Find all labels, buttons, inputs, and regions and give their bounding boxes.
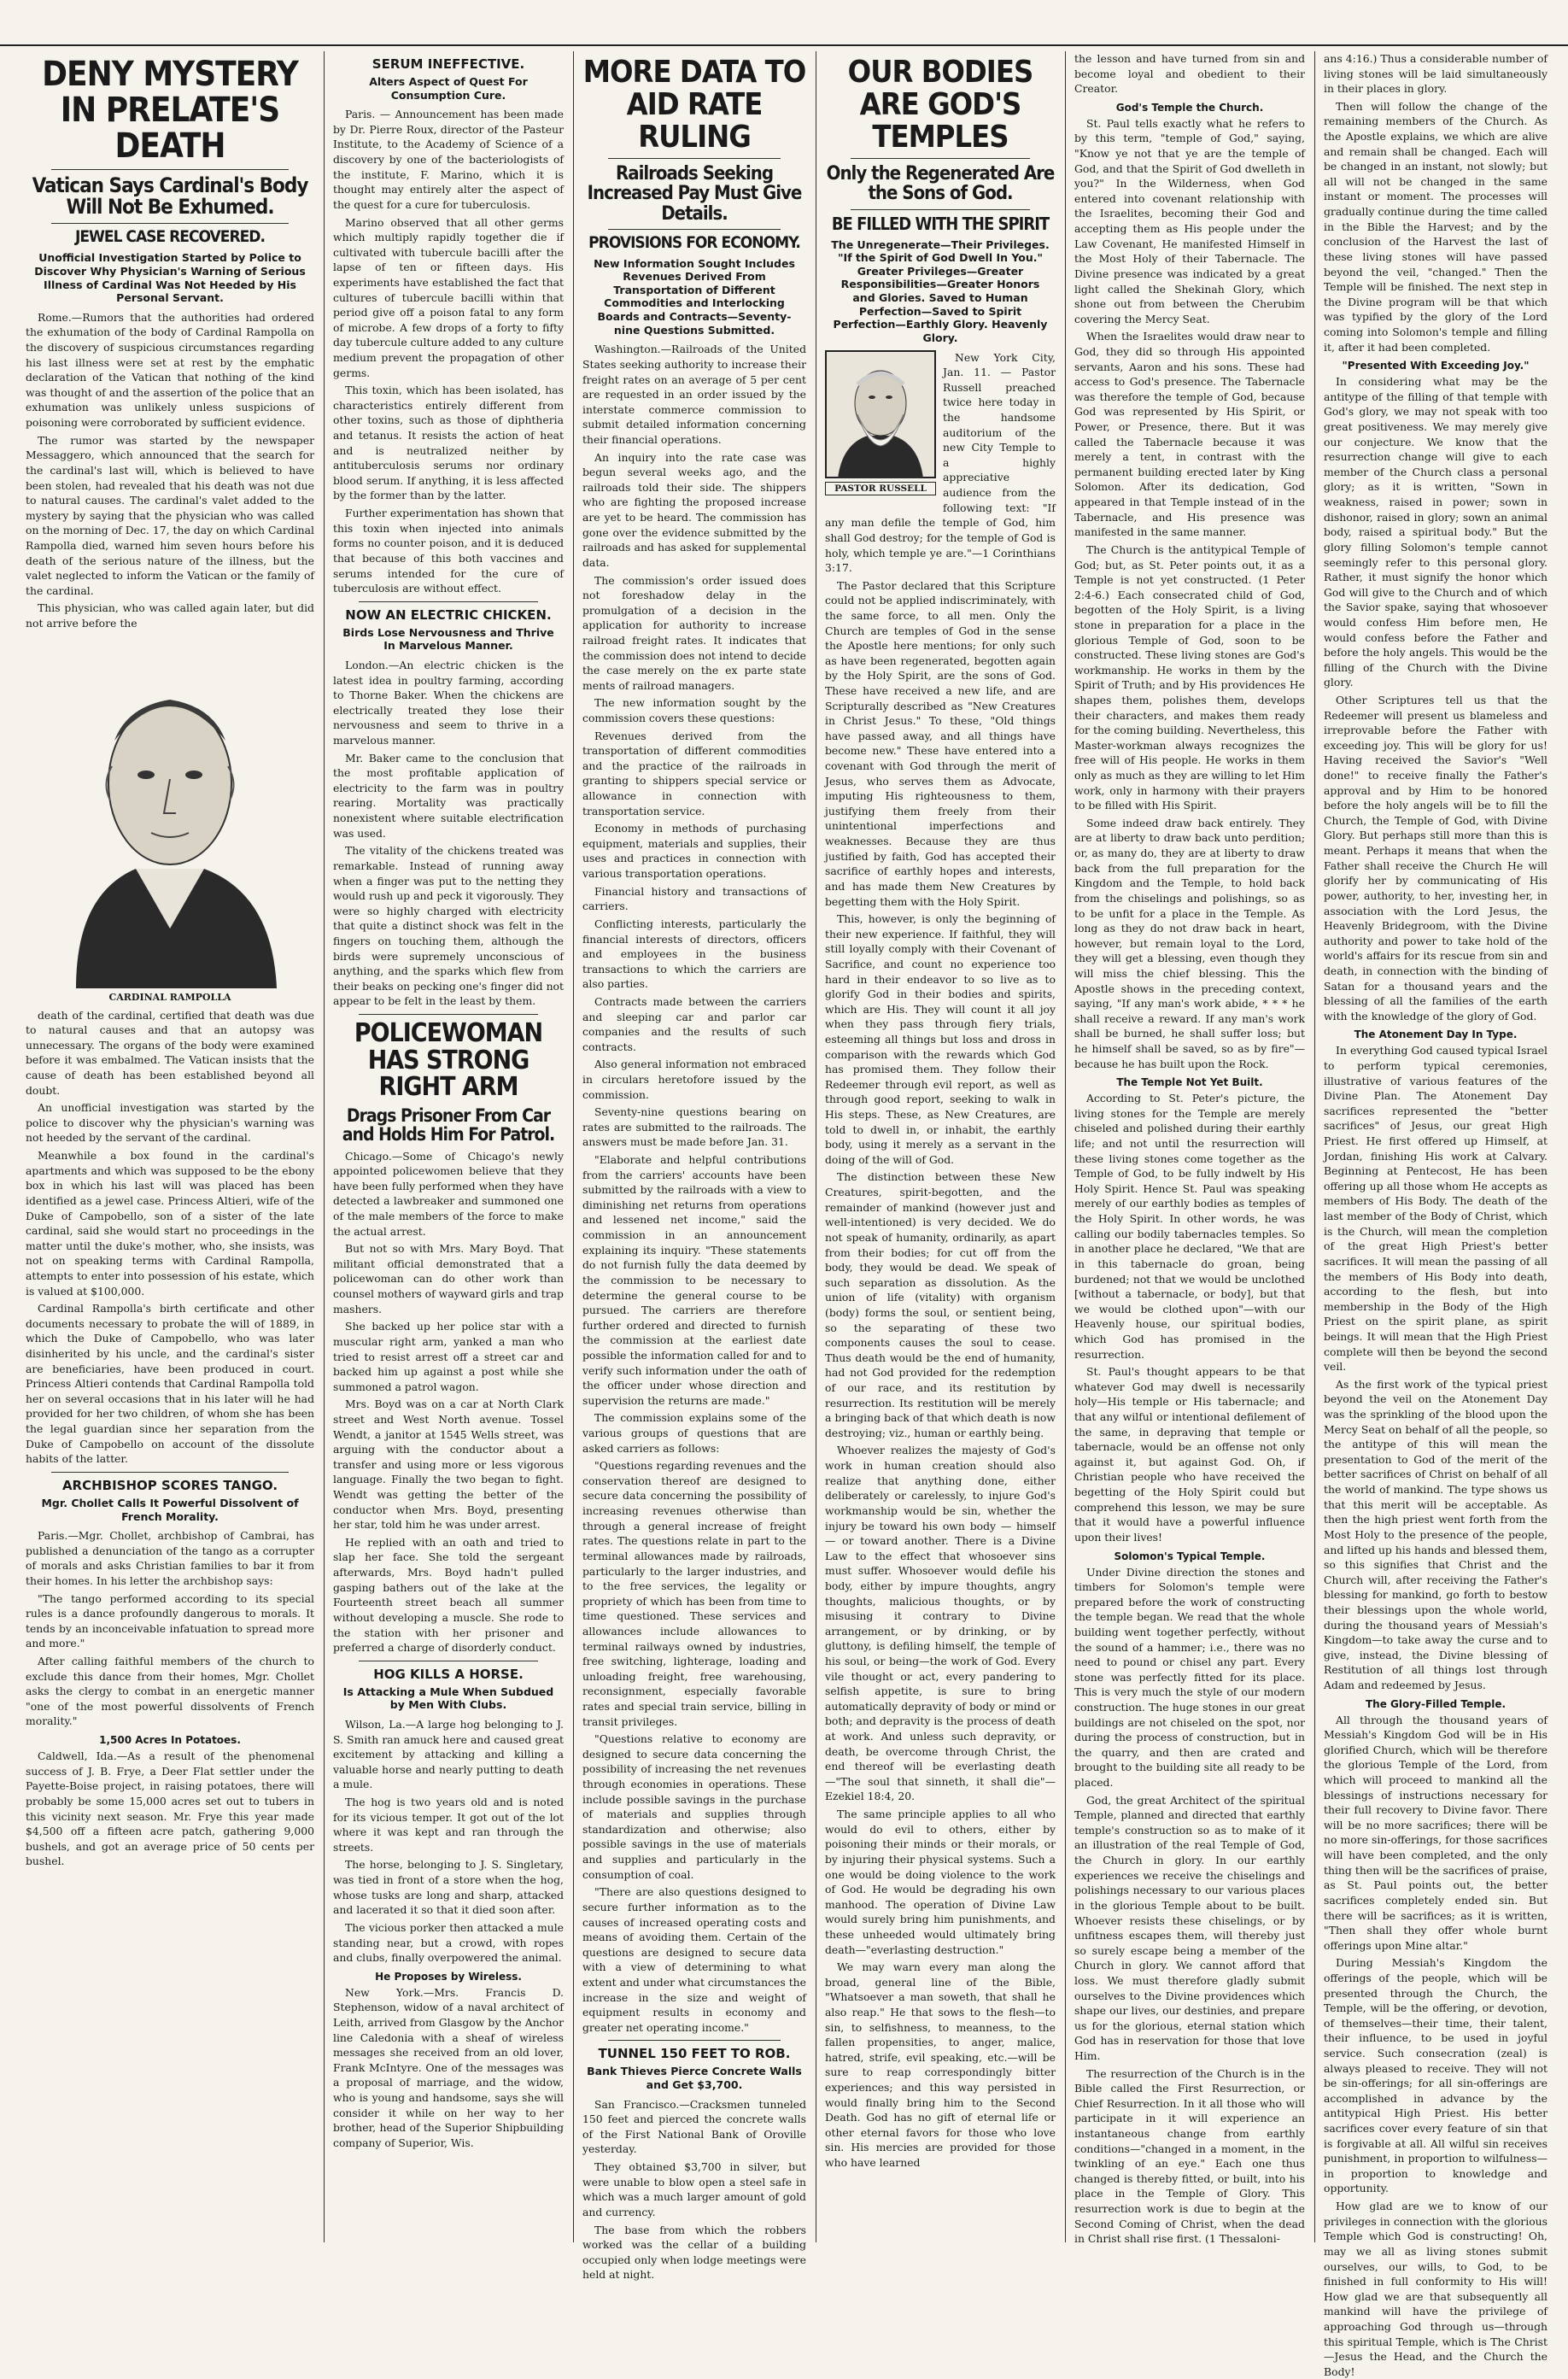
section-heading: The Glory-Filled Temple.	[1365, 1697, 1507, 1710]
headline-serum: SERUM INEFFECTIVE.	[372, 56, 525, 72]
article-paragraph: She backed up her police star with a muscular right arm, yanked a man who tried to resist arrest off a street car and backed him up against a post while she summoned a patrol wagon.	[333, 1320, 564, 1393]
deck-gods-temples: The Unregenerate—Their Privileges. "If the Spirit of God Dwell In You." Greater Privileges—Greater Responsibilities—Greater Honors and Glories. Saved to Human Perfection—Saved to Spirit Perfection—Earthly Glory. Heavenly Glory.	[831, 237, 1050, 344]
article-paragraph: "There are also questions designed to secure further information as to the causes of increased operating costs and means of avoiding them. Certain of the questions are designed to secure data with a view of determining to what extent and under what circumstances the increase in the size and weight of equipment results in economy and greater net operating income."	[582, 1885, 806, 2034]
article-paragraph: We may warn every man along the broad, general line of the Bible, "Whatsoever a man soweth, that shall he also reap." He that sows to the flesh—to sin, to selfishness, to meanness, to the fallen propensities, to anger, malice, hatred, strife, evil speaking, etc.—will be sure to reap correspondingly bitter experiences; and this way persisted in would finally bring him to the Second Death. God has no gift of eternal life or other eternal favors for those who love sin. His mercies are provided for those who have learned	[825, 1960, 1056, 2170]
subhead-jewel-case: JEWEL CASE RECOVERED.	[75, 227, 265, 247]
article-paragraph: Paris.—Mgr. Chollet, archbishop of Cambrai, has published a denunciation of the tango as a corrupter of morals and asks Christian families to bar it from their homes. In his letter the archbishop says:	[26, 1529, 314, 1587]
article-paragraph: The hog is two years old and is noted for its vicious temper. It got out of the lot where it was kept and ran through the streets.	[333, 1796, 564, 1854]
section-heading: The Temple Not Yet Built.	[1116, 1076, 1263, 1089]
article-paragraph: Revenues derived from the transportation of different commodities and the practice of the railroads in granting to shippers special service or allowance in connection with transportation service.	[582, 729, 806, 817]
article-paragraph: death of the cardinal, certified that death was due to natural causes and that an autopsy was unnecessary. The organs of the body were examined before it was embalmed. The Vatican insists that the cause of death has been established beyond all doubt.	[26, 1008, 314, 1097]
article-paragraph: As the first work of the typical priest beyond the veil on the Atonement Day was the sprinkling of the blood upon the Mercy Seat on behalf of all the people, so the antitype of this will mean the presentation to God of the merit of the better sacrifices of Christ on behalf of all the world of mankind. The type shows us that this merit will be acceptable. As then the high priest went forth from the Most Holy to the presence of the people, and lifted up his hands and blessed them, so this signifies that Christ and the Church will, after receiving the Father's blessing for mankind, go forth to bestow their blessings upon the whole world, during the thousand years of Messiah's Kingdom—to take away the curse and to give, instead, the Divine blessing of Restitution of all things lost through Adam and redeemed by Jesus.	[1324, 1377, 1548, 1691]
subhead-policewoman: Drags Prisoner From Car and Holds Him For Patrol.	[342, 1105, 555, 1145]
article-paragraph: Under Divine direction the stones and timbers for Solomon's temple were prepared before the work of constructing the temple began. We read that the whole building went together perfectly, without the sound of a hammer; i.e., there was no need to pound or chisel any part. Every stone was perfectly fitted for its place. This is very much the style of our modern construction. The huge stones in our great buildings are not chiseled on the spot, nor during the process of construction, but in the quarry, and then are crated and brought to the building site all ready to be placed.	[1074, 1565, 1305, 1790]
article-paragraph: San Francisco.—Cracksmen tunneled 150 feet and pierced the concrete walls of the First National Bank of Oroville yesterday.	[582, 2097, 806, 2156]
article-paragraph: The rumor was started by the newspaper Messaggero, which announced that the search for the cardinal's last will, which is believed to have been stolen, had revealed that his death was not due to natural causes. The cardinal's valet added to the mystery by saying that the physician who was called on the morning of Dec. 17, the day on which Cardinal Rampolla died, warned him seven hours before his death of the serious nature of the illness, but the valet neglected to inform the Vatican or the family of the cardinal.	[26, 433, 314, 597]
article-paragraph: Wilson, La.—A large hog belonging to J. S. Smith ran amuck here and caused great excitement by attacking and killing a valuable horse and nearly putting to death a mule.	[333, 1717, 564, 1791]
article-paragraph: The new information sought by the commission covers these questions:	[582, 696, 806, 724]
section-heading: God's Temple the Church.	[1115, 101, 1264, 114]
article-paragraph: The Pastor declared that this Scripture could not be applied indiscriminately, with the same force, to all men. Only the Church are temples of God in the sense the Apostle here mentions; for only such as have been regenerated, begotten again by the Holy Spirit, are the sons of God. These have received a new life, and are Scripturally described as "New Creatures in Christ Jesus." To these, "Old things have passed away, and all things have become new." These have entered into a covenant with God through the merit of Jesus, who serves them as Advocate, imputing His righteousness to them, justifying them freely from their unintentional imperfections and weaknesses. Because they are thus justified by faith, God has accepted their sacrifice of earthly hopes and interests, and has made them New Creatures by begetting them with the Holy Spirit.	[825, 578, 1056, 908]
article-paragraph: "Questions regarding revenues and the conservation thereof are designed to secure data concerning the possibility of increasing revenues otherwise than through a general increase of freight rates. The questions relate in part to the terminal allowances made by railroads, particularly to the larger industries, and to the free services, the legality or propriety of which has been from time to time questioned. These services and allowances include allowances to terminal railways owned by industries, free switching, lighterage, loading and unloading freight, free warehousing, reconsignment, especially favorable rates and special train service, billing in transit privileges.	[582, 1459, 806, 1728]
article-paragraph: St. Paul tells exactly what he refers to by this term, "temple of God," saying, "Know ye not that ye are the temple of God, and that the Spirit of God dwelleth in you?" In the Wilderness, when God entered into covenant relationship with the Israelites, becoming their God and accepting them as His people under the Law Covenant, He manifested Himself in the Most Holy of their Tabernacle. The Divine presence was indicated by a great light called the Shekinah Glory, which shone out from between the Cherubim covering the Mercy Seat.	[1074, 116, 1305, 325]
article-paragraph: When the Israelites would draw near to God, they did so through His appointed servants, Aaron and his sons. These had access to God's presence. The Tabernacle was therefore the temple of God, because God was represented by His Spirit, or Power, or Presence, there. But it was called the Tabernacle because it was merely a tent, in contrast with the permanent building erected later by King Solomon. After its dedication, God appeared in that Temple instead of in the Tabernacle, and His presence was manifested in the same manner.	[1074, 330, 1305, 539]
headline-hog: HOG KILLS A HORSE.	[373, 1666, 524, 1682]
deck-tango: Mgr. Chollet Calls It Powerful Dissolvent of French Morality.	[41, 1496, 299, 1523]
article-paragraph: Then will follow the change of the remaining members of the Church. As the Apostle explains, we which are alive and remain shall be changed. Each will be changed in an instant, not slowly; but all will not be changed in the same instant or moment. The processes will gradually continue during the time called in the Bible the Harvest; and by the conclusion of the Harvest the last of these living stones will have passed beyond the veil, "changed." Then the Temple will be finished. The next step in the Divine program will be that which was typified by the glory of the Lord coming into Solomon's temple and filling it, after it had been completed.	[1324, 99, 1548, 354]
article-paragraph: London.—An electric chicken is the latest idea in poultry farming, according to Thorne Baker. When the chickens are electrically treated they lose their nervousness and seem to thrive in a marvelous manner.	[333, 659, 564, 747]
deck-serum: Alters Aspect of Quest For Consumption Cure.	[369, 75, 528, 102]
article-paragraph: The commission explains some of the various groups of questions that are asked carriers as follows:	[582, 1411, 806, 1455]
headline-tango: ARCHBISHOP SCORES TANGO.	[61, 1477, 278, 1493]
article-paragraph: They obtained $3,700 in silver, but were unable to blow open a steel safe in which was a much larger amount of gold and currency.	[582, 2160, 806, 2218]
article-paragraph: An inquiry into the rate case was begun several weeks ago, and the railroads told their side. The shippers who are fighting the proposed increase are yet to be heard. The commission has gone over the evidence submitted by the railroads and has asked for supplemental data.	[582, 450, 806, 569]
article-paragraph: God, the great Architect of the spiritual Temple, planned and directed that earthly temple's construction so as to make of it an illustration of the real Temple of God, the Church in glory. In our earthly experiences we receive the chiselings and polishings necessary to our various places in the glorious Temple about to be built. Whoever resists these chiselings, or by unfitness escapes them, will thereby just so surely escape being a member of the Church in glory. We cannot afford that loss. We must therefore gladly submit ourselves to the Divine providences which shape our lives, our destinies, and prepare us for the glorious, eternal station which God has in reservation for those that love Him.	[1074, 1793, 1305, 2062]
article-paragraph: Some indeed draw back entirely. They are at liberty to draw back unto perdition; or, as many do, they are at liberty to draw back from the full preparation for the Kingdom and the Temple, to hold back from the chiselings and polishings, so as to be unfit for a place in the Temple. As long as they do not draw back in heart, however, but remain loyal to the Lord, they will get a blessing, even though they will miss the chief blessing. This the Apostle shows in the preceding context, saying, "If any man's work abide, * * * he shall receive a reward. If any man's work shall be burned, he shall suffer loss; but he himself shall be saved, so as by fire"—because he has built upon the Rock.	[1074, 816, 1305, 1070]
article-paragraph: The base from which the robbers worked was the cellar of a building occupied only when lodge meetings were held at night.	[582, 2223, 806, 2282]
column-2	[325, 51, 572, 2242]
article-paragraph: New York City, Jan. 11. — Pastor Russell preached twice here today in the handsome auditorium of the new City Temple to a highly appreciative audience from the following text: "If any man defile the temple of God, him shall God destroy; for the temple of God is holy, which temple ye are."—1 Corinthians 3:17.	[825, 350, 1056, 575]
article-paragraph: Caldwell, Ida.—As a result of the phenomenal success of J. B. Frye, a Deer Flat settler under the Payette-Boise project, in raising potatoes, there will probably be some 15,000 acres set out to tubers in this vicinity next season. Mr. Frye this year made $4,500 off a fifteen acre patch, gathering 9,000 bushels, and got an average price of 50 cents per bushel.	[26, 1749, 314, 1868]
article-paragraph: How glad are we to know of our privileges in connection with the glorious Temple which God is constructing! Oh, may we all as living stones submit ourselves, our wills, to God, to be finished in full conformity to His will! How glad we are that subsequently all mankind will have the privilege of approaching God through us—through this spiritual Temple, which is The Christ—Jesus the Head, and the Church the Body!	[1324, 2200, 1548, 2378]
article-paragraph: Chicago.—Some of Chicago's newly appointed policewomen believe that they have been fully performed when they have detected a lawbreaker and summoned one of the male members of the force to make the actual arrest.	[333, 1149, 564, 1238]
subhead-vatican: Vatican Says Cardinal's Body Will Not Be Exhumed.	[32, 173, 308, 220]
section-heading: The Atonement Day In Type.	[1354, 1028, 1518, 1041]
headline-chicken: NOW AN ELECTRIC CHICKEN.	[345, 606, 552, 623]
article-paragraph: The same principle applies to all who would do evil to others, either by poisoning their minds or their morals, or by injuring their physical systems. Such a one would be doing violence to the work of God. He would be degrading his own manhood. The operation of Divine Law would surely bring him punishments, and these unheeded would ultimately bring death—"everlasting destruction."	[825, 1808, 1056, 1956]
pastor-portrait	[825, 350, 936, 478]
article-paragraph: Conflicting interests, particularly the financial interests of directors, officers and employees in the business transactions to which the carriers are also parties.	[582, 917, 806, 991]
divider	[51, 223, 289, 224]
article-paragraph: Further experimentation has shown that this toxin when injected into animals forms no counter poison, and it is deduced that because of this both vaccines and serums intended for the cure of tuberculosis are without effect.	[333, 507, 564, 595]
article-paragraph: This toxin, which has been isolated, has characteristics entirely different from other toxins, such as those of diphtheria and tetanus. It resists the action of heat and is neutralized neither by antituberculosis serums nor ordinary blood serum. If anything, it is less affected by the former than by the latter.	[333, 384, 564, 502]
divider	[608, 2040, 781, 2041]
section-heading: "Presented With Exceeding Joy."	[1342, 360, 1530, 372]
headline-wireless: He Proposes by Wireless.	[375, 1970, 522, 1983]
article-paragraph: The resurrection of the Church is in the Bible called the First Resurrection, or Chief Resurrection. In it all those who will participate in it will experience an instantaneous change from earthly conditions—"changed in a moment, in the twinkling of an eye." Each one thus changed is thereby fitted, or built, into his place in the Temple of Glory. This resurrection work is due to begin at the Second Coming of Christ, when the dead in Christ shall rise first. (1 Thessaloni-	[1074, 2066, 1305, 2246]
article-paragraph: During Messiah's Kingdom the offerings of the people, which will be presented through the Church, the Temple, will be the offering, or devotion, of themselves—their time, their talent, their influence, to be used in joyful service. Such consecration (zeal) is always pleased to receive. They will not be sin-offerings; for all sin-offerings are accomplished in advance by the antitypical High Priest. His better sacrifices cover every feature of sin that is forgivable at all. All wilful sin receives punishment, in proportion to wilfulness—in proportion to knowledge and opportunity.	[1324, 1956, 1548, 2195]
subhead-railroads: Railroads Seeking Increased Pay Must Give Details.	[587, 163, 802, 225]
article-paragraph: The vicious porker then attacked a mule standing near, but a crowd, with ropes and clubs, finally overpowered the animal.	[333, 1920, 564, 1965]
article-paragraph: He replied with an oath and tried to slap her face. She told the sergeant afterwards, Mrs. Boyd hadn't pulled gasping bathers out of the lake at the Fourteenth street beach all summer without developing a muscle. She rode to the station with her prisoner and preferred a charge of disorderly conduct.	[333, 1535, 564, 1655]
pastor-inset	[825, 350, 936, 501]
column-4	[816, 51, 1064, 2242]
article-paragraph: After calling faithful members of the church to exclude this dance from their homes, Mgr. Chollet asks the clergy to combat in an energetic manner "one of the most powerful dissolvents of French morality."	[26, 1655, 314, 1728]
article-paragraph: "Elaborate and helpful contributions from the carriers' accounts have been submitted by the railroads with a view to diminishing net returns from operations and lessened net income," said the commission in an announcement explaining its inquiry. "These statements do not furnish fully the data deemed by the commission to be necessary to determine the general course to be pursued. The carriers are therefore further ordered and directed to furnish the commission at the earliest date possible the information called for and to verify such information under the oath of the officer under whose direction and supervision the returns are made."	[582, 1153, 806, 1407]
headline-potatoes: 1,500 Acres In Potatoes.	[99, 1734, 241, 1747]
article-paragraph: New York.—Mrs. Francis D. Stephenson, widow of a naval architect of Leith, arrived from Glasgow by the Anchor line Caledonia with a sheaf of wireless messages she received from an old lover, Frank McIntyre. One of the messages was a proposal of marriage, and the widow, who is young and handsome, says she will consider it while on her way to her brother, head of the Superior Shipbuilding company of Superior, Wis.	[333, 1985, 564, 2149]
column-5	[1066, 51, 1313, 2246]
article-paragraph: An unofficial investigation was started by the police to discover why the physician's warning was not heeded by the servant of the cardinal.	[26, 1101, 314, 1145]
article-paragraph: Financial history and transactions of carriers.	[582, 884, 806, 913]
article-paragraph: The Church is the antitypical Temple of God; but, as St. Peter points out, it as a Temple is not yet constructed. (1 Peter 2:4-6.) Each consecrated child of God, begotten of the Holy Spirit, is a living stone in preparation for a place in the glorious Temple of God, soon to be constructed. These living stones are God's workmanship. He works in them by the Spirit of Truth; and by His providences He shapes them, polishes them, develops their characters, and makes them ready for the coming building. Nevertheless, this Master-workman always recognizes the free will of His people. He works in them only as much as they are willing to let Him work, only in harmony with their prayers to be filled with His Spirit.	[1074, 542, 1305, 812]
article-paragraph: "Questions relative to economy are designed to secure data concerning the possibility of increasing the net revenues through economies in operations. These include possible savings in the purchase of materials and supplies through standardization and otherwise; also possible savings in the use of materials and supplies and particularly in the consumption of coal.	[582, 1732, 806, 1881]
divider	[608, 229, 781, 230]
article-paragraph: Economy in methods of purchasing equipment, materials and supplies, their uses and practices in connection with various transportation operations.	[582, 822, 806, 881]
portrait-caption: CARDINAL RAMPOLLA	[108, 991, 231, 1003]
divider	[608, 158, 781, 159]
article-paragraph: Mrs. Boyd was on a car at North Clark street and West North avenue. Tossel Wendt, a janitor at 1545 Wells street, was arguing with the conductor about a transfer and using more or less vigorous language. Finally the two began to fight. Wendt was getting the better of the conductor when Mrs. Boyd, presenting her star, told him he was under arrest.	[333, 1398, 564, 1532]
deck-rampolla: Unofficial Investigation Started by Police to Discover Why Physician's Warning of Serious Illness of Cardinal Was Not Heeded by His Personal Servant.	[34, 251, 306, 305]
column-1	[17, 51, 323, 2242]
article-paragraph: ans 4:16.) Thus a considerable number of living stones will be laid simultaneously in their places in glory.	[1324, 52, 1548, 96]
column-3	[574, 51, 815, 2282]
article-paragraph: Mr. Baker came to the conclusion that the most profitable application of electricity to the farm was in poultry rearing. Mortality was practically nonexistent where suitable electrification was used.	[333, 751, 564, 840]
section-heading: Solomon's Typical Temple.	[1114, 1550, 1266, 1562]
article-paragraph: the lesson and have turned from sin and become loyal and obedient to their Creator.	[1074, 52, 1305, 96]
divider	[51, 169, 289, 170]
deck-chicken: Birds Lose Nervousness and Thrive In Marvelous Manner.	[342, 625, 554, 653]
article-paragraph: In everything God caused typical Israel to perform typical ceremonies, illustrative of various features of the Divine Plan. The Atonement Day sacrifices represented the "better sacrifices" of Jesus, our great High Priest. He first offered up Himself, at Jordan, finishing His work at Calvary. Beginning at Pentecost, He has been offering up all those whom He accepts as members of His Body. The death of the last member of the Body of Christ, which is the Church, will mean the completion of the great High Priest's better sacrifices. It will mean the passing of all the members of His Body into death, according to the flesh, but into membership in the Body of the High Priest on the spirit plane, as spirit beings. It will mean that the High Priest complete will then be beyond the second veil.	[1324, 1044, 1548, 1374]
divider	[51, 1472, 289, 1473]
headline-rate-ruling: MORE DATA TO AID RATE RULING	[582, 55, 806, 155]
headline-tunnel: TUNNEL 150 FEET TO ROB.	[598, 2046, 791, 2062]
article-paragraph: All through the thousand years of Messiah's Kingdom God will be in His glorified Church, which will be therefore the glorious Temple of the Lord, from which will proceed to mankind all the blessings of instructions necessary for their full recovery to Divine favor. There will be no more sacrifices; there will be no more sin-offerings, for those sacrifices will have been completed, and the only thing then will be the sacrifices of praise, as St. Paul points out, the better sacrifices completely ended sin. But there will be sacrifices; as it is written, "Then shall they offer whole burnt offerings upon Mine altar."	[1324, 1713, 1548, 1952]
divider	[359, 1014, 538, 1015]
subhead-regenerated: Only the Regenerated Are the Sons of God.	[826, 163, 1055, 205]
article-paragraph: Washington.—Railroads of the United States seeking authority to increase their freight rates on an average of 5 per cent are requested in an order issued by the interstate commerce commission to submit detailed information concerning their financial operations.	[582, 343, 806, 447]
article-paragraph: "The tango performed according to its special rules is a dance profoundly dangerous to morals. It tends by an inconceivable infatuation to spread more and more."	[26, 1591, 314, 1650]
article-paragraph: Contracts made between the carriers and sleeping car and parlor car companies and the results of such contracts.	[582, 994, 806, 1053]
article-paragraph: Also general information not embraced in circulars heretofore issued by the commission.	[582, 1058, 806, 1101]
article-paragraph: St. Paul's thought appears to be that whatever God may dwell is necessarily holy—His temple or His tabernacle; and that any wilful or intentional defilement of the same, in depraving that temple or tabernacle, would be an offense not only against it, but against God. Oh, if Christian people who have received the begetting of the Holy Spirit could but comprehend this lesson, we may be sure that it would have a powerful influence upon their lives!	[1074, 1365, 1305, 1544]
article-paragraph: According to St. Peter's picture, the living stones for the Temple are merely chiseled and polished during their earthly life; and not until the resurrection will these living stones come together as the Temple of God, to be fully indwelt by His Holy Spirit. Hence St. Paul was speaking merely of our earthly bodies as temples of the Holy Spirit. In other words, he was calling our bodily tabernacles temples. So in another place he declared, "We that are in this tabernacle do groan, being burdened; not that we would be unclothed [without a tabernacle, or body], but that we would be clothed upon"—with our Heavenly house, our spiritual bodies, which God has promised in the resurrection.	[1074, 1092, 1305, 1361]
article-paragraph: The horse, belonging to J. S. Singletary, was tied in front of a store when the hog, whose tusks are long and sharp, attacked and lacerated it so that it died soon after.	[333, 1858, 564, 1917]
article-paragraph: Other Scriptures tell us that the Redeemer will present us blameless and irreprovable before the Father with exceeding joy. This will be glory for us! Having received the Savior's "Well done!" to receive finally the Father's approval and by Him to be honored before the holy angels will be to fill the Church, the Temple of God, with Divine Glory. But perhaps still more than this is meant. Perhaps it means that when the Father shall receive the Church He will glorify her by communicating of His power, authority, to her, investing her, in association with the Lord Jesus, the Heavenly Bridegroom, with the Divine authority and power to take hold of the world's affairs for its rescue from sin and death, in connection with the binding of Satan for a thousand years and the blessing of all the families of the earth with the knowledge of the glory of God.	[1324, 693, 1548, 1023]
divider	[851, 209, 1030, 210]
article-paragraph: The commission's order issued does not foreshadow delay in the promulgation of a decision in the application for authority to increase railroad freight rates. It indicates that the commission does not intend to decide the case merely on the ex parte state ments of railroad managers.	[582, 573, 806, 692]
article-paragraph: This physician, who was called again later, but did not arrive before the	[26, 601, 314, 630]
headline-gods-temples: OUR BODIES ARE GOD'S TEMPLES	[847, 55, 1033, 155]
article-paragraph: Whoever realizes the majesty of God's work in human creation should also realize that anything done, either deliberately or carelessly, to injure God's workmanship would be sin, whether the injury be toward his own body — himself — or toward another. There is a Divine Law to the effect that whosoever sins must suffer. Whosoever would defile his body, either by impure thoughts, angry thoughts, malicious thoughts, or by misusing it contrary to Divine arrangement, or by drinking, or by gluttony, is defiling himself, the temple of his soul, or being—the work of God. Every vile thought or act, every pandering to selfish appetite, is sure to bring automatically depravity of body or mind or both; and depravity is the process of death at work. And unless such depravity, or death, be overcome through Christ, the end thereof will be everlasting death—"The soul that sinneth, it shall die"—Ezekiel 18:4, 20.	[825, 1444, 1056, 1803]
article-paragraph: Marino observed that all other germs which multiply rapidly together die if cultivated with tubercule bacilli after the lapse of ten or fifteen days. His experiments have established the fact that cultures of tubercule bacilli within that period give off a poison fatal to any form of microbe. A few drops of a forty to fifty day tubercule culture added to any culture medium prevent the propagation of other germs.	[333, 215, 564, 379]
deck-hog: Is Attacking a Mule When Subdued by Men With Clubs.	[342, 1685, 554, 1712]
subhead-economy: PROVISIONS FOR ECONOMY.	[588, 232, 800, 252]
masthead-strip	[0, 0, 1568, 46]
column-6	[1315, 51, 1556, 2378]
headline-rampolla: DENY MYSTERY IN PRELATE'S DEATH	[42, 55, 298, 166]
headline-policewoman: POLICEWOMAN HAS STRONG RIGHT ARM	[354, 1018, 543, 1103]
article-paragraph: Cardinal Rampolla's birth certificate and other documents necessary to probate the will of 1889, in which the Duke of Campobello, who was later disinherited by his uncle, and the cardinal's sister are beneficiaries, have been produced in court. Princess Altieri contends that Cardinal Rampolla told her on several occasions that in his later will he had provided for her two children, of whom she has been the legal guardian since her separation from the Duke of Campobello on account of the dissolute habits of the latter.	[26, 1302, 314, 1466]
subhead-spirit: BE FILLED WITH THE SPIRIT	[831, 213, 1050, 234]
article-paragraph: Paris. — Announcement has been made by Dr. Pierre Roux, director of the Pasteur Institute, to the Academy of Science of a discovery by one of the bacteriologists of the institute, F. Marino, which it is thought may entirely alter the aspect of the quest for a cure for tuberculosis.	[333, 108, 564, 211]
article-paragraph: This, however, is only the beginning of their new experience. If faithful, they will still loyally comply with their Covenant of Sacrifice, and count no experience too hard in their endeavor to so live as to glorify God in their bodies and spirits, which are His. They will count it all joy when they pass through fiery trials, esteeming all things but loss and dross in comparison with the rewards which God has promised them. They follow their Redeemer through evil report, as well as through good report, seeking to walk in His steps. These, as New Creatures, are told to dwell in, or inhabit, the earthly body, using it merely as a servant in the doing of the will of God.	[825, 912, 1056, 1166]
article-paragraph: The vitality of the chickens treated was remarkable. Instead of running away when a finger was put to the netting they would rush up and peck it vigorously. They were so highly charged with electricity that quite a distinct shock was felt in the fingers on touching them, although the birds were supremely unconscious of anything, and the sparks which flew from their beaks on pecking one's finger did not appear to be felt in the least by them.	[333, 844, 564, 1008]
article-paragraph: The distinction between these New Creatures, spirit-begotten, and the remainder of mankind (however just and well-intentioned) is very decided. We do not speak of humanity, ordinarily, as apart from their bodies; for cut off from the body, they would be dead. We speak of such separation as dissolution. As the union of life (vitality) with organism (body) forms the soul, or sentient being, so the separating of these two components causes the soul to cease. Thus death would be the end of humanity, had not God provided for the redemption of our race, and its restitution by resurrection. Its restitution will be merely a bringing back of that which death is now destroying; viz., human or earthly being.	[825, 1170, 1056, 1439]
cardinal-portrait	[42, 638, 298, 988]
deck-tunnel: Bank Thieves Pierce Concrete Walls and Get $3,700.	[587, 2065, 802, 2092]
divider	[851, 158, 1030, 159]
article-paragraph: But not so with Mrs. Mary Boyd. That militant official demonstrated that a policewoman can do other work than counsel mothers of wayward girls and trap mashers.	[333, 1242, 564, 1315]
deck-rate-ruling: New Information Sought Includes Revenues Derived From Transportation of Different Commodities and Interlocking Boards and Contracts—Seventy-nine Questions Submitted.	[594, 256, 795, 337]
article-paragraph: Seventy-nine questions bearing on rates are submitted to the railroads. The answers must be made before Jan. 31.	[582, 1105, 806, 1149]
divider	[359, 601, 538, 602]
pastor-caption: PASTOR RUSSELL	[825, 482, 936, 495]
article-paragraph: Meanwhile a box found in the cardinal's apartments and which was supposed to be the ebony box in which his last will was placed has been identified as a jewel case. Princess Altieri, wife of the Duke of Campobello, son of a sister of the late cardinal, said she would start no proceedings in the matter until the duke's mother, who, she insists, was not on speaking terms with Cardinal Rampolla, attempts to enter into possession of his estate, which is valued at $100,000.	[26, 1149, 314, 1298]
article-paragraph: Rome.—Rumors that the authorities had ordered the exhumation of the body of Cardinal Rampolla on the discovery of suspicious circumstances regarding his last illness were set at rest by the emphatic declaration of the Vatican that nothing of the kind was thought of and the assertion of the police that an exhumation was unlikely unless suspicions of poisoning were corroborated by sufficient evidence.	[26, 310, 314, 430]
article-paragraph: In considering what may be the antitype of the filling of that temple with God's glory, we may not speak with too great positiveness. We may merely give our conjecture. We know that the resurrection change will give to each member of the Church class a personal glory; as it is written, "Sown in weakness, raised in power; sown in dishonor, raised in glory; sown an animal body, raised a spiritual body." But the glory filling Solomon's temple cannot seemingly refer to this personal glory. Rather, it must signify the honor which God will give to the Church and of which the Savior spake, saying that whosoever would confess Him before men, He would confess before the Father and before the holy angels. This would be the filling of the Church with the Divine glory.	[1324, 375, 1548, 689]
